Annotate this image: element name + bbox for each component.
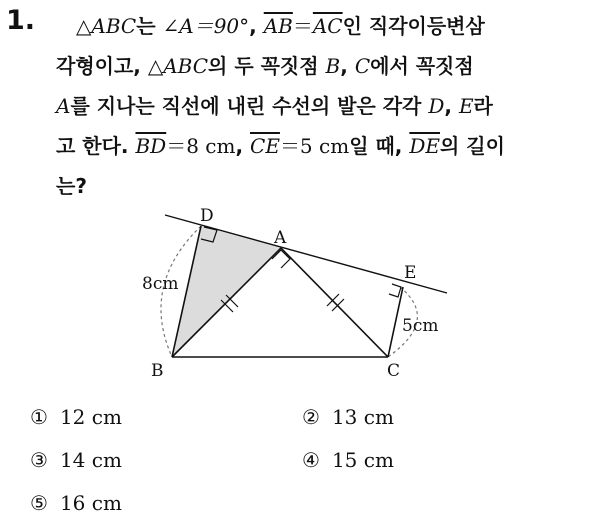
point-label-c: C: [387, 361, 401, 381]
choice-5-mark: ⑤: [30, 491, 48, 515]
choice-1-value: 12 cm: [59, 405, 122, 429]
segment-bd: $\overline{BD}$: [135, 134, 167, 158]
segment-ac-line: [281, 248, 388, 357]
choice-4[interactable]: [302, 447, 394, 473]
question-line-3: A를 지나는 직선에 내린 수선의 발은 각각 D, E라: [56, 94, 493, 118]
point-label-e: E: [404, 263, 417, 283]
segment-ab: $\overline{AB}$: [263, 14, 293, 38]
choice-5[interactable]: [30, 490, 122, 516]
choice-2-mark: ②: [302, 405, 320, 429]
point-label-b: B: [151, 361, 164, 381]
question-line-2: 각형이고, △ABC의 두 꼭짓점 B, C에서 꼭짓점: [56, 54, 474, 78]
segment-de: $\overline{DE}$: [409, 134, 440, 158]
choice-4-mark: ④: [302, 448, 320, 472]
choice-1-mark: ①: [30, 405, 48, 429]
triangle-abc: △ABC: [76, 14, 137, 38]
choice-3-mark: ③: [30, 448, 48, 472]
choice-1[interactable]: [30, 404, 122, 430]
ce-length-label: 5cm: [402, 316, 439, 336]
point-label-a: A: [274, 228, 287, 248]
segment-ce-line: [388, 287, 403, 357]
segment-ac: $\overline{AC}$: [312, 14, 343, 38]
question-number: 1.: [6, 5, 36, 36]
question-line-5: 는?: [56, 174, 87, 198]
shaded-triangle-bda: [172, 226, 281, 357]
question-line-4: 고 한다. $\overline{BD}=8$ cm, $\overline{CE}=5$ cm일 때, $\overline{DE}$의 길이: [56, 134, 505, 158]
point-label-d: D: [200, 206, 214, 226]
choice-3-value: 14 cm: [59, 448, 122, 472]
choice-2-value: 13 cm: [331, 405, 394, 429]
choice-3[interactable]: [30, 447, 122, 473]
bd-length-label: 8cm: [142, 274, 179, 294]
choice-2[interactable]: [302, 404, 394, 430]
right-angle-mark-e: [389, 284, 401, 297]
question-line-1: △ABC는 ∠A＝90°, $\overline{AB}=\overline{AC}$인 직각이등변삼: [76, 14, 485, 38]
angle-a: ∠A＝90°: [162, 14, 250, 38]
segment-ce: $\overline{CE}$: [250, 134, 280, 158]
choice-5-value: 16 cm: [59, 491, 122, 515]
choice-4-value: 15 cm: [331, 448, 394, 472]
